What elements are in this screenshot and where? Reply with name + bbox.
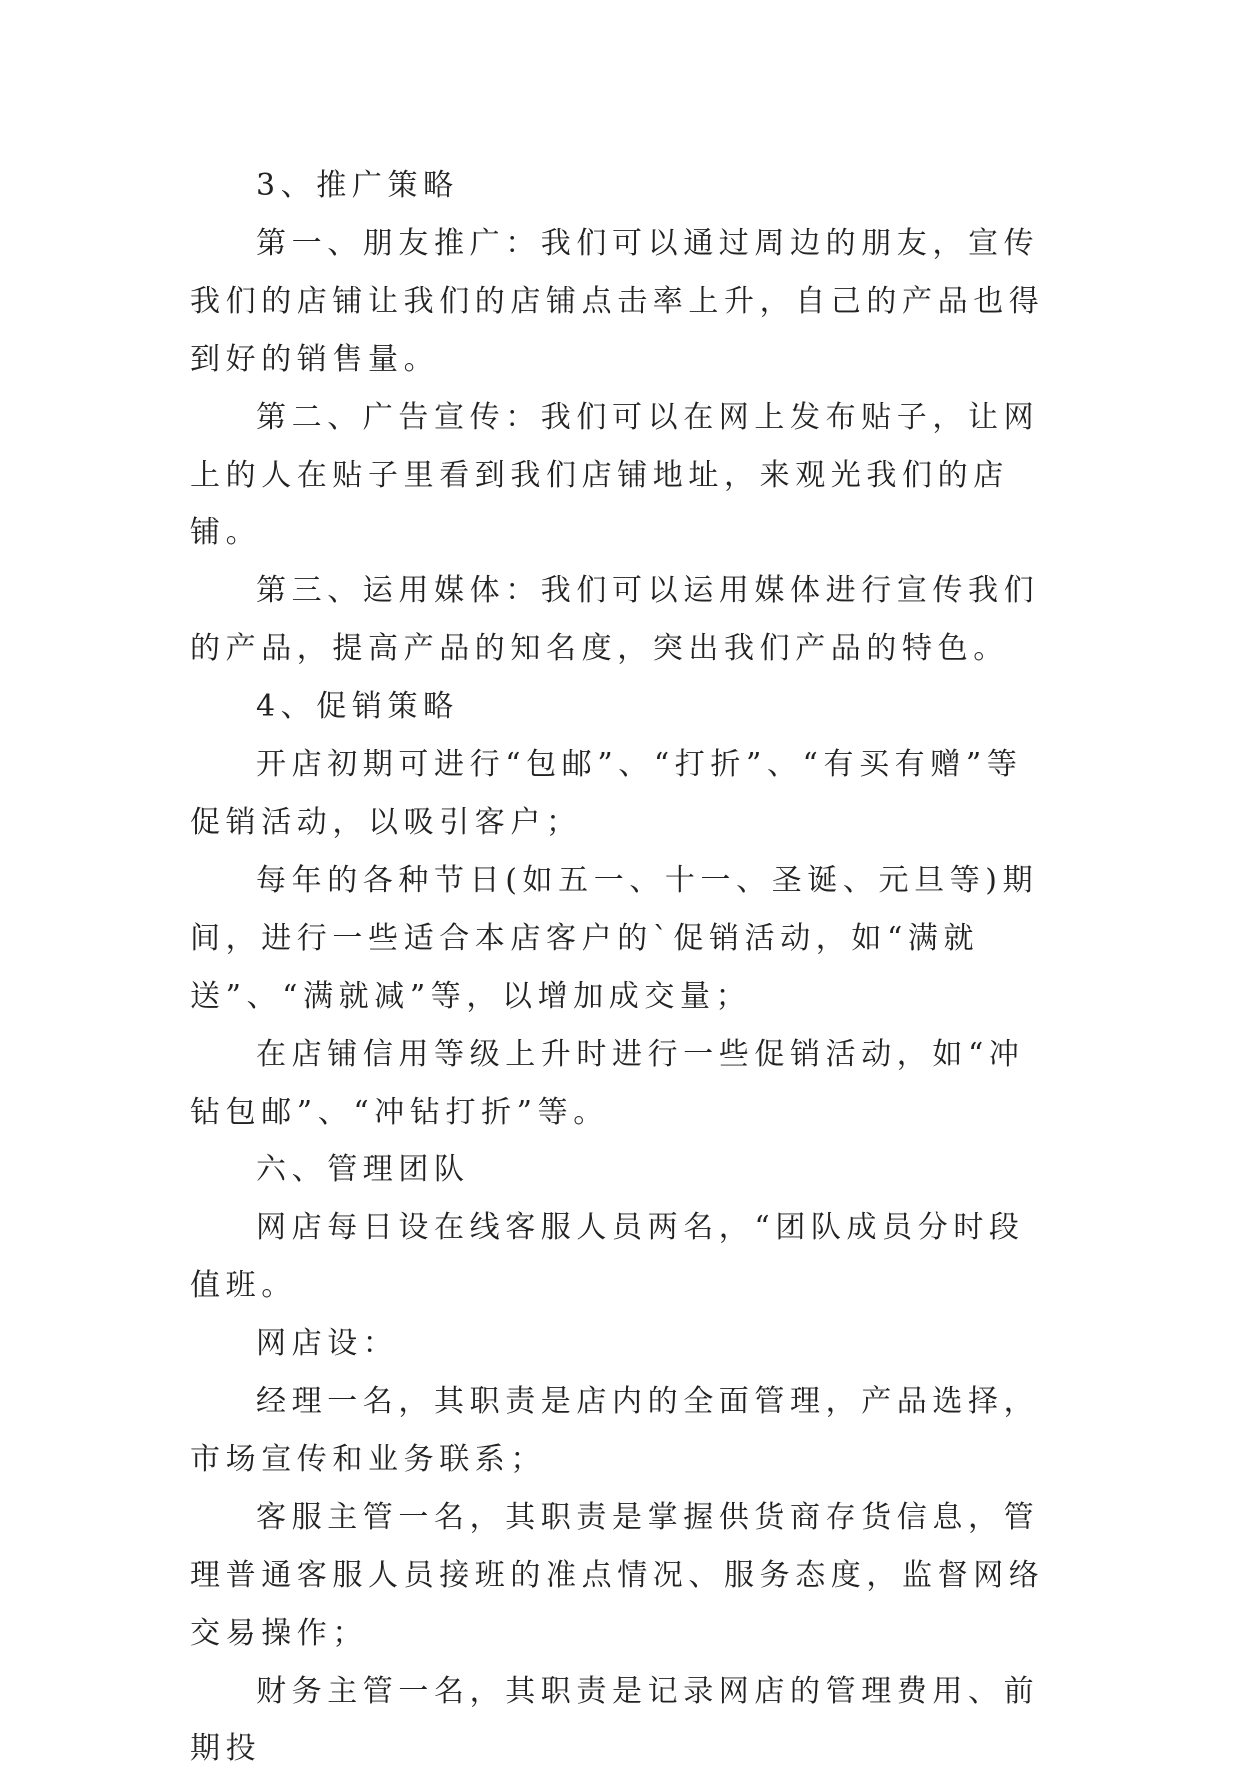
paragraph-credit-promotions: 在店铺信用等级上升时进行一些促销活动，如“冲钻包邮”、“冲钻打折”等。 xyxy=(190,1036,1025,1130)
document-body xyxy=(190,157,1054,1778)
paragraph-shop-setup: 网店设： xyxy=(256,1326,399,1362)
paragraph-advertising: 第二、广告宣传：我们可以在网上发布贴子，让网上的人在贴子里看到我们店铺地址，来观光我们的店铺。 xyxy=(190,399,1040,551)
section-heading-management-team: 六、管理团队 xyxy=(256,1152,470,1188)
paragraph-media: 第三、运用媒体：我们可以运用媒体进行宣传我们的产品，提高产品的知名度，突出我们产品的特色。 xyxy=(190,573,1040,667)
section-heading-sales-promotion: 4、促销策略 xyxy=(256,689,459,725)
paragraph-friend-promotion: 第一、朋友推广：我们可以通过周边的朋友，宣传我们的店铺让我们的店铺点击率上升，自己的产品也得到好的销售量。 xyxy=(190,225,1045,377)
paragraph-finance-supervisor-role: 财务主管一名，其职责是记录网店的管理费用、前期投 xyxy=(190,1673,1040,1767)
section-heading-promotion-strategy: 3、推广策略 xyxy=(256,168,459,203)
paragraph-opening-promotions: 开店初期可进行“包邮”、“打折”、“有买有赠”等促销活动，以吸引客户； xyxy=(190,747,1023,840)
paragraph-customer-service-staff: 网店每日设在线客服人员两名，“团队成员分时段值班。 xyxy=(190,1210,1025,1304)
paragraph-holiday-promotions: 每年的各种节日(如五一、十一、圣诞、元旦等)期间，进行一些适合本店客户的`促销活动，如“满就送”、“满就减”等，以增加成交量； xyxy=(190,862,1039,1014)
paragraph-service-supervisor-role: 客服主管一名，其职责是掌握供货商存货信息，管理普通客服人员接班的准点情况、服务态度，监督网络交易操作； xyxy=(190,1499,1045,1651)
paragraph-manager-role: 经理一名，其职责是店内的全面管理，产品选择，市场宣传和业务联系； xyxy=(190,1384,1040,1477)
